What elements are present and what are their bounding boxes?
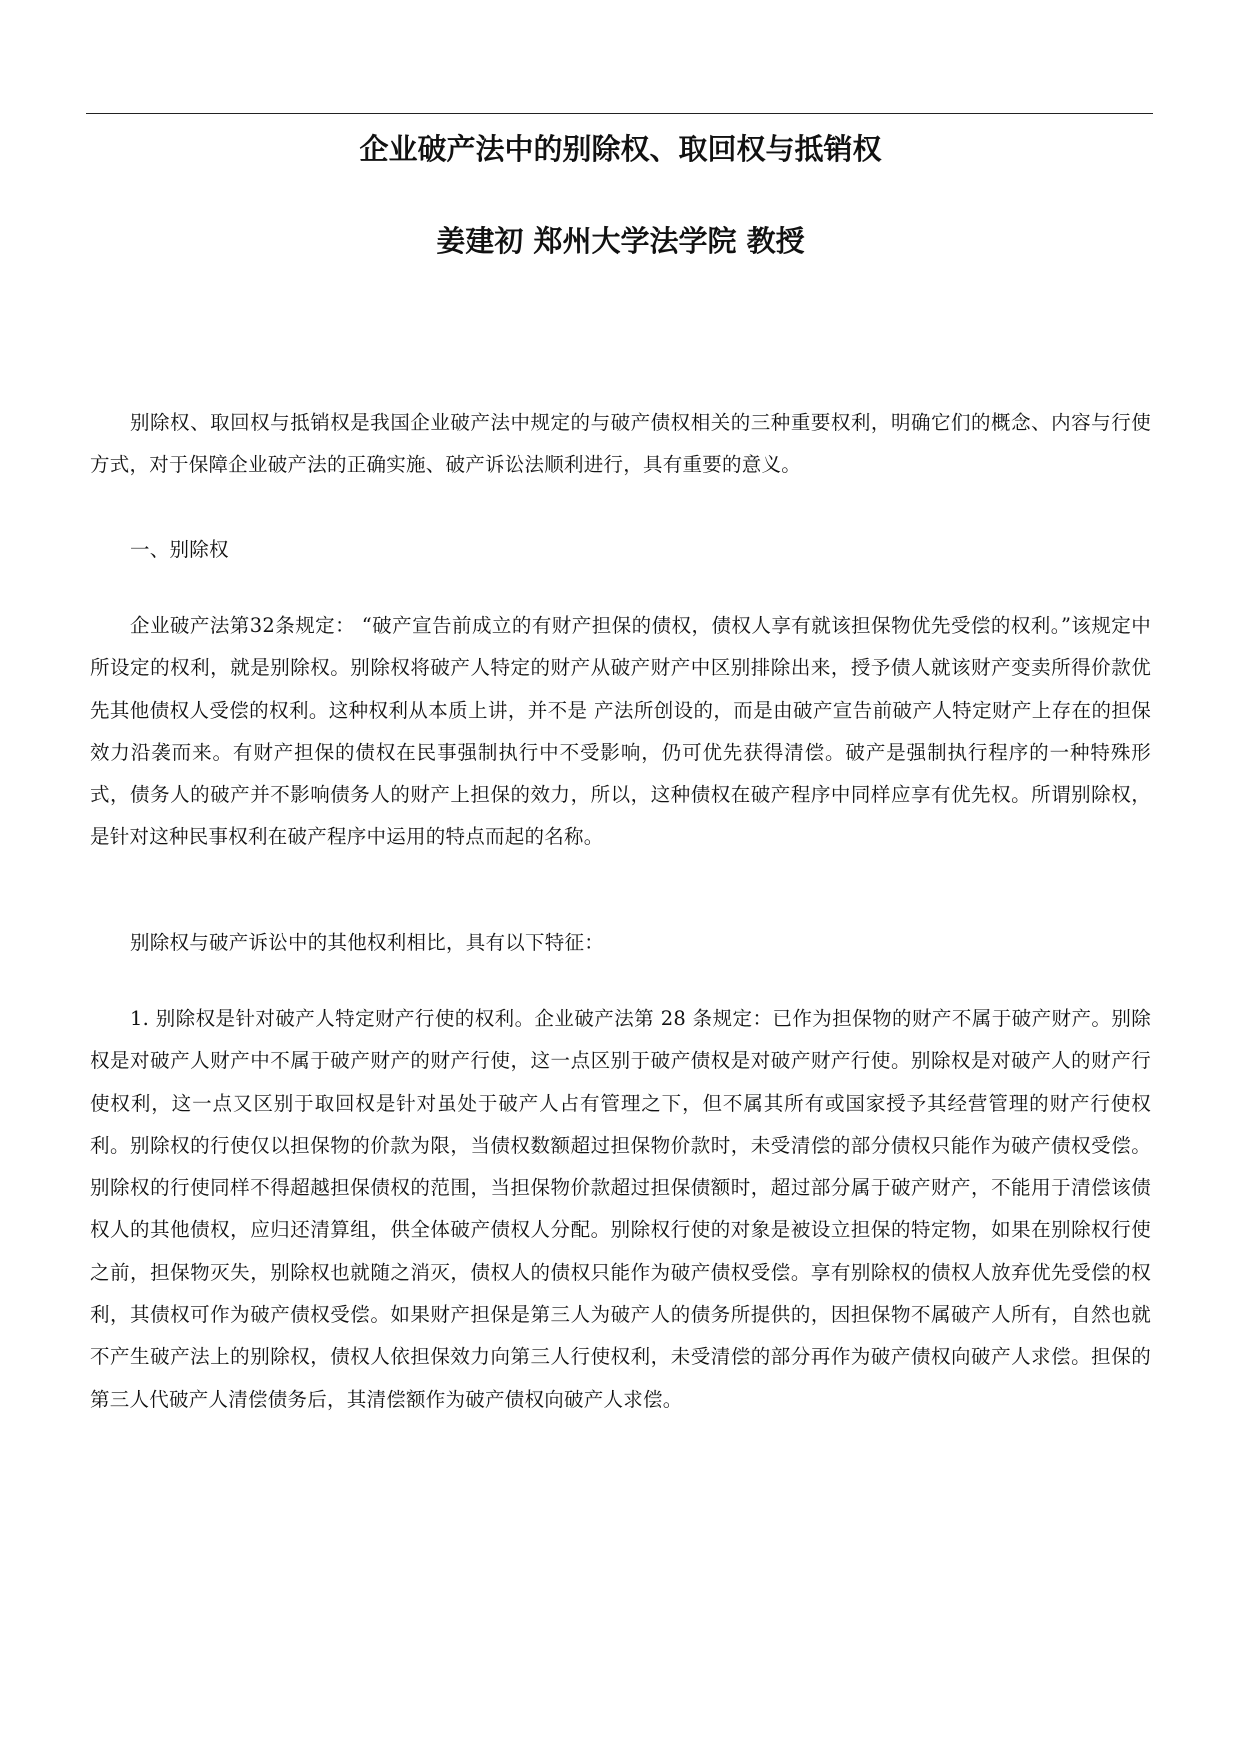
article-32-paragraph: 企业破产法第32条规定： “破产宣告前成立的有财产担保的债权，债权人享有就该担保物优先受偿的权利。”该规定中所设定的权利，就是别除权。别除权将破产人特定的财产从破产财产中区别排除出来，授予债人就该财产变卖所得价款优先其他债权人受偿的权利。这种权利从本质上讲，并不是 产法所创设的，而是由破产宣告前破产人特定财产上存在的担保效力沿袭而来。有财产担保的债权在民事强制执行中不受影响，仍可优先获得清偿。破产是强制执行程序的一种特殊形式，债务人的破产并不影响债务人的财产上担保的效力，所以，这种债权在破产程序中同样应享有优先权。所谓别除权，是针对这种民事权利在破产程序中运用的特点而起的名称。	[90, 614, 1151, 849]
section-heading: 一、别除权	[130, 538, 229, 561]
feature-item-1-paragraph: 1. 别除权是针对破产人特定财产行使的权利。企业破产法第 28 条规定：已作为担保物的财产不属于破产财产。别除权是对破产人财产中不属于破产财产的财产行使，这一点区别于破产债权是对破产财产行使。别除权是对破产人的财产行使权利，这一点又区别于取回权是针对虽处于破产人占有管理之下，但不属其所有或国家授予其经营管理的财产行使权利。别除权的行使仅以担保物的价款为限，当债权数额超过担保物价款时，未受清偿的部分债权只能作为破产债权受偿。别除权的行使同样不得超越担保债权的范围，当担保物价款超过担保债额时，超过部分属于破产财产，不能用于清偿该债权人的其他债权，应归还清算组，供全体破产债权人分配。别除权行使的对象是被设立担保的特定物，如果在别除权行使之前，担保物灭失，别除权也就随之消灭，债权人的债权只能作为破产债权受偿。享有别除权的债权人放弃优先受偿的权利，其债权可作为破产债权受偿。如果财产担保是第三人为破产人的债务所提供的，因担保物不属破产人所有，自然也就不产生破产法上的别除权，债权人依担保效力向第三人行使权利，未受清偿的部分再作为破产债权向破产人求偿。担保的第三人代破产人清偿债务后，其清偿额作为破产债权向破产人求偿。	[90, 1007, 1151, 1411]
features-intro-paragraph: 别除权与破产诉讼中的其他权利相比，具有以下特征：	[130, 931, 605, 954]
intro-paragraph: 别除权、取回权与抵销权是我国企业破产法中规定的与破产债权相关的三种重要权利，明确它们的概念、内容与行使方式，对于保障企业破产法的正确实施、破产诉讼法顺利进行，具有重要的意义。	[90, 411, 1151, 477]
header-rule	[86, 113, 1153, 114]
document-title: 企业破产法中的别除权、取回权与抵销权	[359, 132, 882, 166]
author-line: 姜建初 郑州大学法学院 教授	[436, 224, 805, 258]
